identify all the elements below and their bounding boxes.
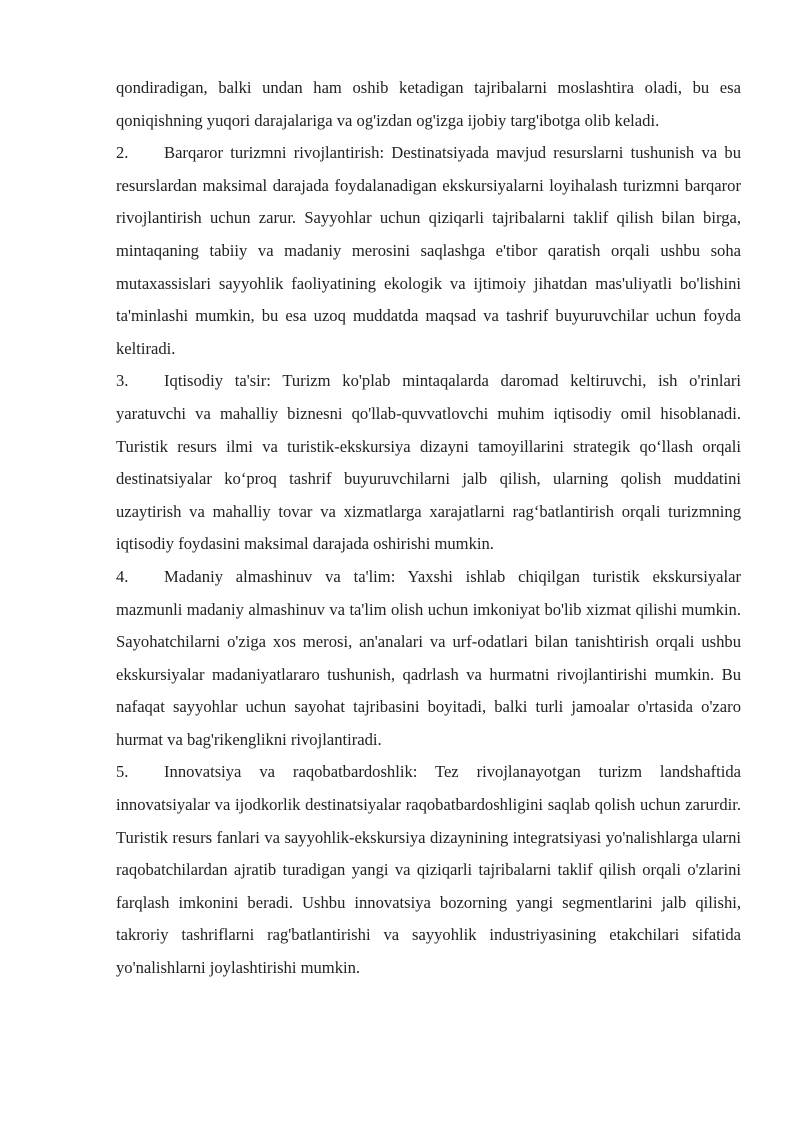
paragraph-continuation bbox=[116, 72, 741, 137]
list-number: 3. bbox=[116, 371, 129, 391]
list-item-5 bbox=[116, 756, 741, 984]
document-page bbox=[116, 72, 741, 985]
paragraph-text: Barqaror turizmni rivojlantirish: Destinatsiyada mavjud resurslarni tushunish va bu resurslardan maksimal darajada foydalanadigan ekskursiyalarni loyihalash turizmni barqaror rivojlantirish uchun zarur. Sayyohlar uchun qiziqarli tajribalarni taklif qilish bilan birga, mintaqaning tabiiy va madaniy merosini saqlashga e'tibor qaratish orqali ushbu soha mutaxassislari sayyohlik faoliyatining ekologik va ijtimoiy jihatdan mas'uliyatli bo'lishini ta'minlashi mumkin, bu esa uzoq muddatda maqsad va tashrif buyuruvchilar uchun foyda keltiradi. bbox=[116, 143, 741, 358]
list-item-3 bbox=[116, 365, 741, 561]
list-number: 4. bbox=[116, 566, 129, 586]
paragraph-text: Madaniy almashinuv va ta'lim: Yaxshi ishlab chiqilgan turistik ekskursiyalar mazmunli madaniy almashinuv va ta'lim olish uchun imkoniyat bo'lib xizmat qilishi mumkin. Sayohatchilarni o'ziga xos merosi, an'analari va urf-odatlari bilan tanishtirish orqali ushbu ekskursiyalar madaniyatlararo tushunish, qadrlash va hurmatni rivojlantirishi mumkin. Bu nafaqat sayyohlar uchun sayohat tajribasini boyitadi, balki turli jamoalar o'rtasida o'zaro hurmat va bag'rikenglikni rivojlantiradi. bbox=[116, 566, 741, 749]
paragraph-text: qondiradigan, balki undan ham oshib ketadigan tajribalarni moslashtira oladi, bu esa qoniqishning yuqori darajalariga va og'izdan og'izga ijobiy targ'ibotga olib keladi. bbox=[116, 78, 741, 130]
paragraph-text: Iqtisodiy ta'sir: Turizm ko'plab mintaqalarda daromad keltiruvchi, ish o'rinlari yaratuvchi va mahalliy biznesni qo'llab-quvvatlovchi muhim iqtisodiy omil hisoblanadi. Turistik resurs ilmi va turistik-ekskursiya dizayni tamoyillarini strategik qo‘llash orqali destinatsiyalar ko‘proq tashrif buyuruvchilarni jalb qilish, ularning qolish muddatini uzaytirish va mahalliy tovar va xizmatlarga xarajatlarni rag‘batlantirish orqali turizmning iqtisodiy foydasini maksimal darajada oshirishi mumkin. bbox=[116, 371, 741, 554]
list-item-4 bbox=[116, 561, 741, 757]
list-number: 2. bbox=[116, 143, 129, 163]
list-item-2 bbox=[116, 137, 741, 365]
paragraph-text: Innovatsiya va raqobatbardoshlik: Tez rivojlanayotgan turizm landshaftida innovatsiyalar va ijodkorlik destinatsiyalar raqobatbardoshligini saqlab qolish uchun zarurdir. Turistik resurs fanlari va sayyohlik-ekskursiya dizaynining integratsiyasi yo'nalishlarga ularni raqobatchilardan ajratib turadigan yangi va qiziqarli tajribalarni taklif qilish orqali o'zlarini farqlash imkonini beradi. Ushbu innovatsiya bozorning yangi segmentlarini jalb qilishi, takroriy tashriflarni rag'batlantirishi va sayyohlik industriyasining etakchilari sifatida yo'nalishlarni joylashtirishi mumkin. bbox=[116, 762, 741, 978]
list-number: 5. bbox=[116, 762, 129, 782]
